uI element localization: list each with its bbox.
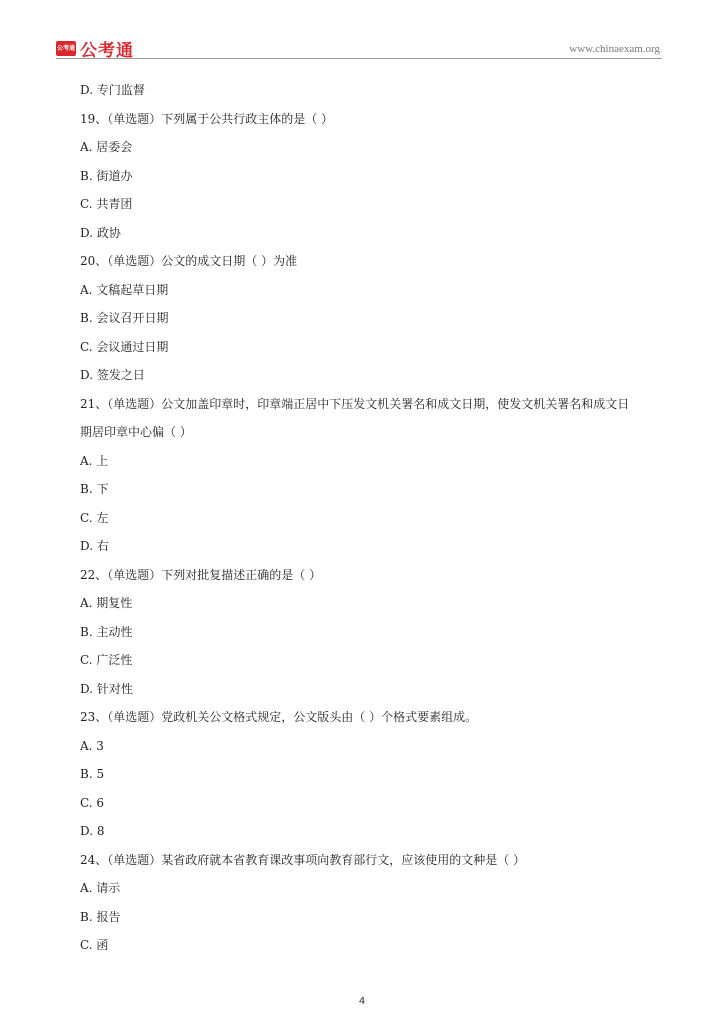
option-line: D. 政协 [80, 225, 121, 240]
option-line: C. 会议通过日期 [80, 339, 169, 354]
option-line: D. 右 [80, 539, 109, 553]
option-line: B. 5 [80, 767, 105, 781]
question-stem: 24、（单选题）某省政府就本省教育课改事项向教育部行文，应该使用的文种是（ ） [80, 852, 526, 867]
question-stem: 19、（单选题）下列属于公共行政主体的是（ ） [80, 111, 334, 126]
option-line: A. 居委会 [80, 140, 133, 154]
question-stem: 21、（单选题）公文加盖印章时，印章端正居中下压发文机关署名和成文日期，使发文机关署名和成文日 [80, 396, 630, 411]
page-number: 4 [358, 996, 366, 1007]
option-line: C. 函 [80, 938, 109, 952]
option-line: B. 会议召开日期 [80, 311, 169, 325]
logo-badge-icon: 公考通 [56, 41, 76, 56]
option-line: D. 专门监督 [80, 83, 145, 97]
option-line: C. 左 [80, 510, 109, 525]
option-line: A. 请示 [80, 881, 121, 895]
option-line: C. 6 [80, 795, 105, 810]
option-line: D. 8 [80, 824, 105, 838]
option-line: B. 主动性 [80, 624, 133, 639]
question-list [80, 76, 680, 960]
option-line: D. 针对性 [80, 681, 133, 696]
brand-logo [56, 36, 134, 61]
page-header [56, 34, 662, 59]
question-stem: 22、（单选题）下列对批复描述正确的是（ ） [80, 567, 322, 582]
question-stem: 23、（单选题）党政机关公文格式规定，公文版头由（ ）个格式要素组成。 [80, 710, 478, 724]
option-line: A. 文稿起草日期 [80, 282, 169, 297]
question-stem-continued: 期居印章中心偏（ ） [80, 425, 192, 439]
option-line: A. 上 [80, 453, 109, 468]
option-line: B. 下 [80, 482, 109, 496]
logo-text: 公考通 [80, 41, 134, 61]
site-url[interactable]: www.chinaexam.org [569, 43, 660, 55]
option-line: C. 广泛性 [80, 653, 133, 667]
option-line: B. 街道办 [80, 168, 133, 183]
option-line: A. 3 [80, 738, 104, 753]
option-line: C. 共青团 [80, 197, 133, 211]
option-line: B. 报告 [80, 909, 121, 924]
option-line: D. 签发之日 [80, 368, 145, 382]
question-stem: 20、（单选题）公文的成文日期（ ）为准 [80, 254, 298, 268]
option-line: A. 期复性 [80, 596, 133, 610]
